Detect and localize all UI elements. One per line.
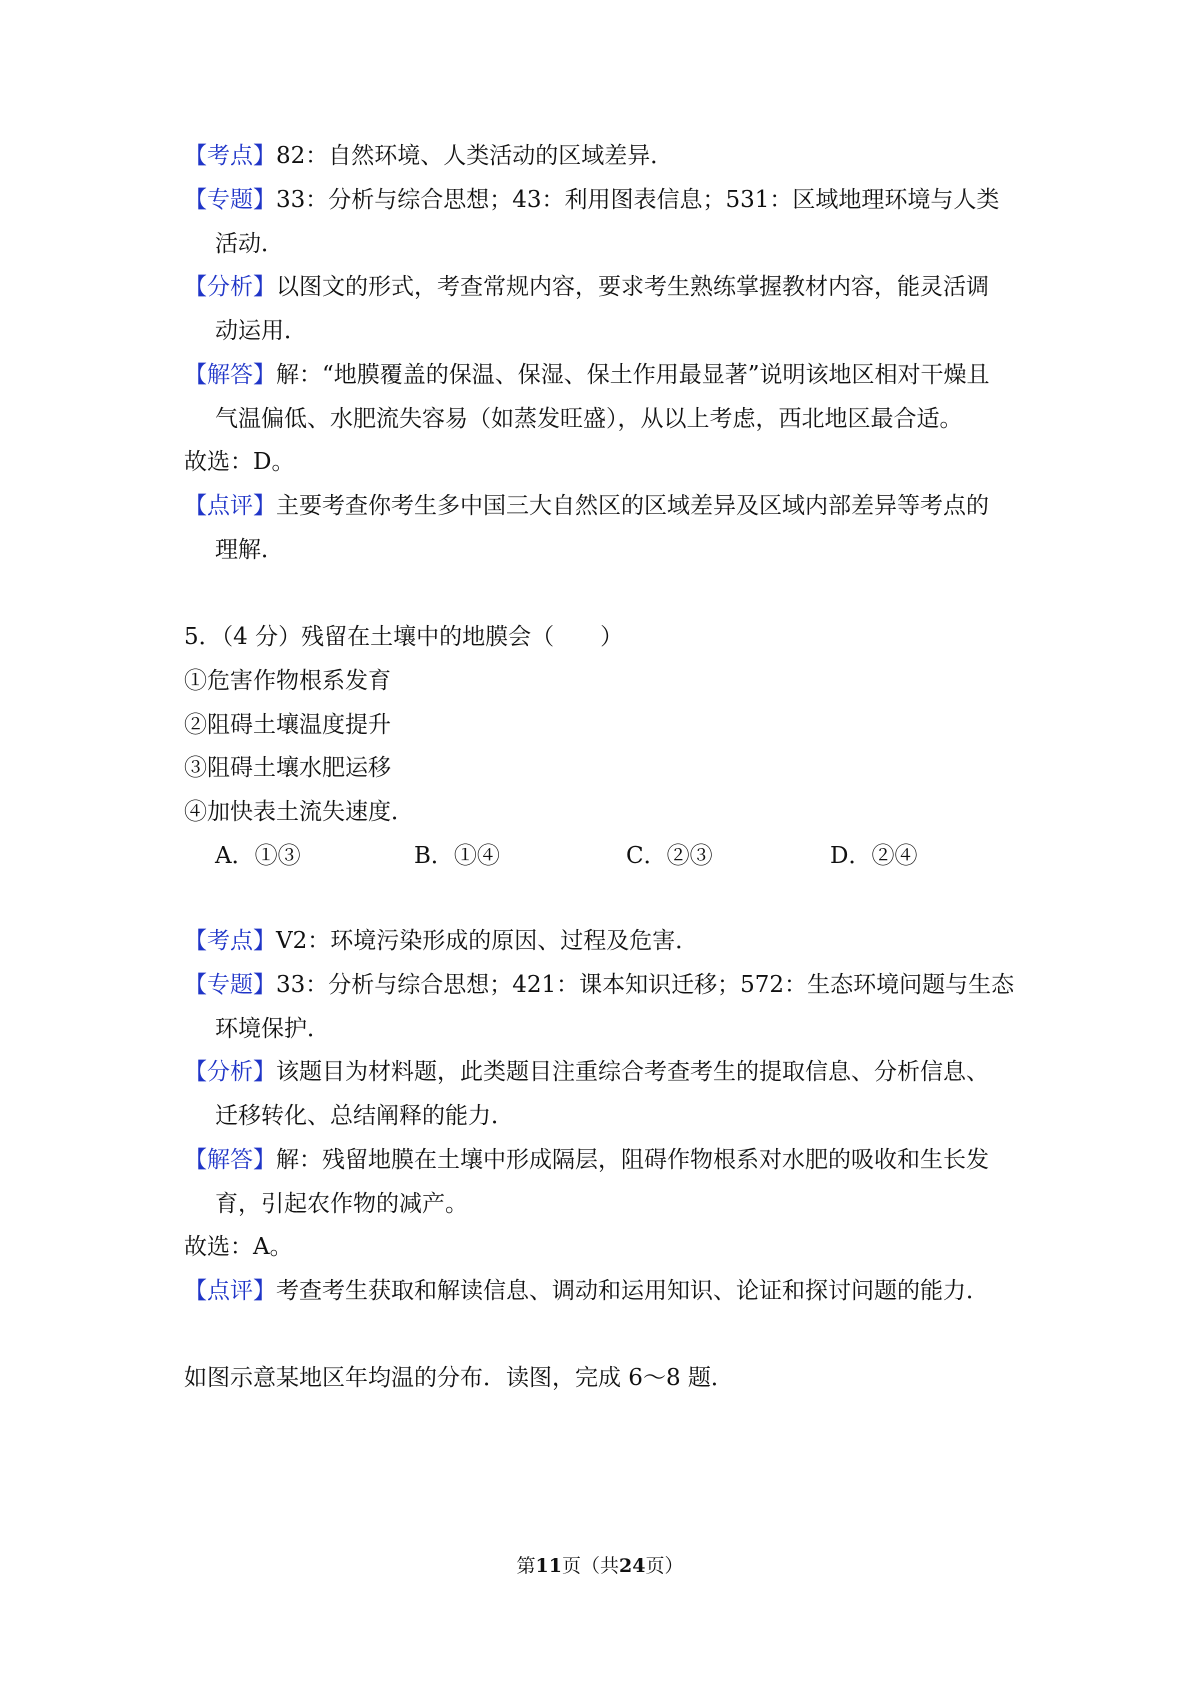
question5-item-3: ③阻碍土壤水肥运移 bbox=[184, 755, 391, 781]
option-a: A．①③ bbox=[215, 843, 301, 869]
zhuanti-text: 33：分析与综合思想；43：利用图表信息；531：区域地理环境与人类 bbox=[276, 187, 1000, 213]
zhuanti-tag: 【专题】 bbox=[184, 187, 276, 213]
jieda-text: 解：“地膜覆盖的保温、保湿、保土作用最显著”说明该地区相对干燥且 bbox=[276, 362, 990, 388]
jieda-2 bbox=[184, 1144, 1034, 1176]
fenxi-tag: 【分析】 bbox=[184, 274, 276, 300]
dianping-2 bbox=[184, 1275, 1034, 1307]
question5-item-1: ①危害作物根系发育 bbox=[184, 668, 391, 694]
footer-suffix: 页） bbox=[645, 1555, 684, 1577]
fenxi-2-cont: 迁移转化、总结阐释的能力． bbox=[215, 1103, 514, 1129]
footer-total-pages: 24 bbox=[619, 1555, 646, 1577]
zhuanti-text: 33：分析与综合思想；421：课本知识迁移；572：生态环境问题与生态 bbox=[276, 972, 1015, 998]
zhuanti-tag: 【专题】 bbox=[184, 972, 276, 998]
zhuanti-2-cont: 环境保护． bbox=[215, 1016, 330, 1042]
jieda-1 bbox=[184, 359, 1034, 391]
option-b: B．①④ bbox=[414, 843, 500, 869]
zhuanti-1 bbox=[184, 184, 1034, 216]
question5-stem: 5．（4 分）残留在土壤中的地膜会（ ） bbox=[184, 624, 624, 650]
dianping-1 bbox=[184, 490, 1034, 522]
question5-item-4: ④加快表土流失速度． bbox=[184, 799, 414, 825]
jieda-2-cont: 育，引起农作物的减产。 bbox=[215, 1191, 468, 1217]
kaodian-text: V2：环境污染形成的原因、过程及危害． bbox=[276, 928, 699, 954]
dianping-text: 主要考查你考生多中国三大自然区的区域差异及区域内部差异等考点的 bbox=[276, 493, 989, 519]
dianping-tag: 【点评】 bbox=[184, 1278, 276, 1304]
question5-item-2: ②阻碍土壤温度提升 bbox=[184, 712, 391, 738]
option-c: C．②③ bbox=[626, 843, 713, 869]
kaodian-1 bbox=[184, 140, 1034, 172]
fenxi-2 bbox=[184, 1056, 1034, 1088]
guxuan-2: 故选：A。 bbox=[184, 1234, 293, 1260]
jieda-tag: 【解答】 bbox=[184, 362, 276, 388]
fenxi-tag: 【分析】 bbox=[184, 1059, 276, 1085]
footer-prefix: 第 bbox=[516, 1555, 536, 1577]
footer-page-number: 11 bbox=[535, 1555, 562, 1577]
fenxi-1 bbox=[184, 271, 1034, 303]
kaodian-tag: 【考点】 bbox=[184, 928, 276, 954]
jieda-text: 解：残留地膜在土壤中形成隔层，阻碍作物根系对水肥的吸收和生长发 bbox=[276, 1147, 989, 1173]
page-footer bbox=[0, 1553, 1200, 1579]
jieda-1-cont: 气温偏低、水肥流失容易（如蒸发旺盛），从以上考虑，西北地区最合适。 bbox=[215, 406, 963, 432]
kaodian-2 bbox=[184, 925, 1034, 957]
dianping-text: 考查考生获取和解读信息、调动和运用知识、论证和探讨问题的能力． bbox=[276, 1278, 989, 1304]
option-d: D．②④ bbox=[830, 843, 918, 869]
zhuanti-2 bbox=[184, 969, 1034, 1001]
fenxi-1-cont: 动运用． bbox=[215, 318, 307, 344]
fenxi-text: 该题目为材料题，此类题目注重综合考查考生的提取信息、分析信息、 bbox=[276, 1059, 989, 1085]
kaodian-text: 82：自然环境、人类活动的区域差异． bbox=[276, 143, 674, 169]
zhuanti-1-cont: 活动． bbox=[215, 231, 284, 257]
dianping-tag: 【点评】 bbox=[184, 493, 276, 519]
fenxi-text: 以图文的形式，考查常规内容，要求考生熟练掌握教材内容，能灵活调 bbox=[276, 274, 989, 300]
kaodian-tag: 【考点】 bbox=[184, 143, 276, 169]
footer-mid: 页（共 bbox=[561, 1555, 619, 1577]
dianping-1-cont: 理解． bbox=[215, 537, 284, 563]
guxuan-1: 故选：D。 bbox=[184, 449, 295, 475]
jieda-tag: 【解答】 bbox=[184, 1147, 276, 1173]
intro-text: 如图示意某地区年均温的分布．读图，完成 6～8 题． bbox=[184, 1365, 734, 1391]
